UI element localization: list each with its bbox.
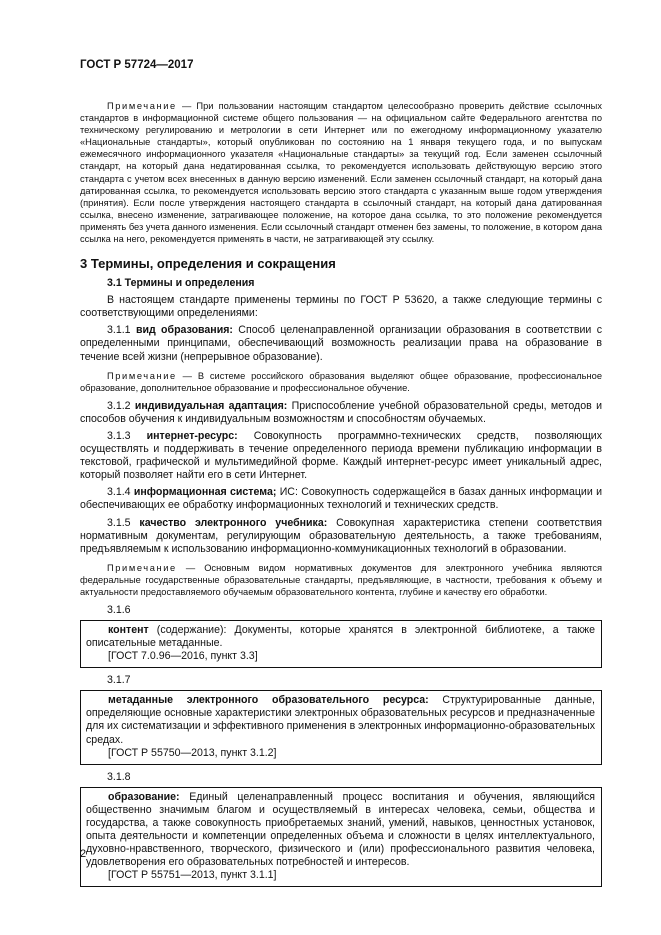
term-definition: Совокупная характеристика степени соответствия нормативным документам, регулирующим образовательную деятельность, а также требованиям, предъявляемым к использованию информационно-коммуникационных технологий в образовании. [80,516,602,555]
term-name: информационная система; [133,486,277,499]
term-3-1-4 [80,486,602,512]
term-number-3-1-7: 3.1.7 [107,674,131,687]
term-definition: ИС: Совокупность содержащейся в базах данных информации и обеспечивающих ее обработку информационных технологий и технических средств. [80,486,602,512]
subsection-title: 3.1 Термины и определения [107,277,255,290]
document-header: ГОСТ Р 57724—2017 [80,59,194,71]
term-definition: Приспособление учебной образовательной среды, методов и способов обучения к индивидуальным возможностям и способностям обучаемых. [80,399,602,425]
term-number-3-1-8: 3.1.8 [107,770,131,783]
section-title: 3 Термины, определения и сокращения [80,256,336,272]
note-education-types [80,370,602,394]
term-definition: Единый целенаправленный процесс воспитания и обучения, являющийся общественно значимым благом и осуществляемый в интересах человека, семьи, общества и государства, а также совокупность приобретаемых знаний, умений, навыков, ценностных установок, опыта деятельности и компетенции определенных объема и сложности в целях интеллектуального, духовно-нравственного, творческого, физического и (или) профессионального развития человека, удовлетворения его образовательных потребностей и интересов. [86,790,595,869]
note-text: — Основным видом нормативных документов для электронного учебника являются федеральные государственные образовательные стандарты, предъявляющие, в частности, требования к объему и актуальности предоставляемого обучаемым образовательного контента, глубине и качеству его обработки. [80,562,602,597]
term-name: индивидуальная адаптация: [134,399,288,412]
term-box-3-1-7 [80,690,602,764]
term-3-1-5 [80,517,602,556]
note-text: — В системе российского образования выделяют общее образование, профессиональное образование, дополнительное образование и профессиональное обучение. [80,370,602,393]
term-3-1-6 [86,624,595,650]
note-text: — При пользовании настоящим стандартом целесообразно проверить действие ссылочных стандартов в информационной системе общего пользования — на официальном сайте Федерального агентства по техническому регулированию и метрологии в сети Интернет или по ежегодному информационному указателю «Национальные стандарты», который опубликован по состоянию на 1 января текущего года, и по выпускам ежемесячного информационного указателя «Национальные стандарты» за текущий год. Если заменен ссылочный стандарт, на который дана недатированная ссылка, то рекомендуется использовать действующую версию этого стандарта с учетом всех внесенных в данную версию изменений. Если заменен ссылочный стандарт, на который дана датированная ссылка, то рекомендуется использовать версию этого стандарта с указанным выше годом утверждения (принятия). Если после утверждения настоящего стандарта в ссылочный стандарт, на который дана датированная ссылка, внесено изменение, затрагивающее положение, на которое дана ссылка, то это положение рекомендуется применять без учета данного изменения. Если ссылочный стандарт отменен без замены, то положение, в котором дана ссылка на него, рекомендуется применять в части, не затрагивающей эту ссылку. [80,101,602,245]
term-box-3-1-8 [80,787,602,888]
term-number: 3.1.5 [107,516,140,529]
term-source-ref: [ГОСТ 7.0.96—2016, пункт 3.3] [108,650,258,663]
term-name: вид образования: [135,324,233,337]
term-3-1-8 [86,791,595,870]
term-3-1-7 [86,694,595,746]
section-intro: В настоящем стандарте применены термины по ГОСТ Р 53620, а также следующие термины с соответствующими определениями: [80,294,602,320]
term-name: контент [108,624,149,637]
term-definition: Совокупность программно-технических средств, позволяющих осуществлять и поддерживать в течение определенного периода времени публикацию информации в текстовой, графической и мультимедийной форме. Каждый интернет-ресурс имеет уникальный адрес, который позволяет найти его в сети Интернет. [80,429,602,482]
term-box-3-1-6 [80,620,602,668]
note-regulatory-documents [80,562,602,598]
term-source-ref: [ГОСТ Р 55750—2013, пункт 3.1.2] [108,746,277,759]
term-definition: Структурированные данные, определяющие основные характеристики электронных образовательных ресурсов и предназначенные для их систематизации и эффективного применения в электронных информационно-образовательных средах. [86,694,595,746]
note-label: Примечание [107,562,177,573]
note-label: Примечание [107,370,177,381]
term-name: образование: [108,790,180,803]
term-source-ref: [ГОСТ Р 55751—2013, пункт 3.1.1] [108,869,277,882]
note-label: Примечание [107,101,177,111]
page-content [80,100,602,887]
term-definition: (содержание): Документы, которые хранятся в электронной библиотеке, а также описательные метаданные. [86,624,595,650]
term-name: качество электронного учебника: [139,516,328,529]
term-definition: Способ целенаправленной организации образования в соответствии с определенными принципами, обеспечивающий возможность реализации права на образование в течение всей жизни (непрерывное образование). [80,324,602,363]
page-number: 2 [80,848,87,860]
term-3-1-1 [80,324,602,363]
term-number: 3.1.2 [107,399,135,412]
note-referenced-standards [80,100,602,245]
term-number: 3.1.4 [107,486,134,499]
term-3-1-3 [80,430,602,482]
term-number: 3.1.3 [107,429,147,442]
term-number-3-1-6: 3.1.6 [107,604,131,617]
term-name: интернет-ресурс: [146,429,238,442]
term-3-1-2 [80,400,602,426]
term-number: 3.1.1 [107,324,136,337]
term-name: метаданные электронного образовательного ресурса: [108,694,429,707]
